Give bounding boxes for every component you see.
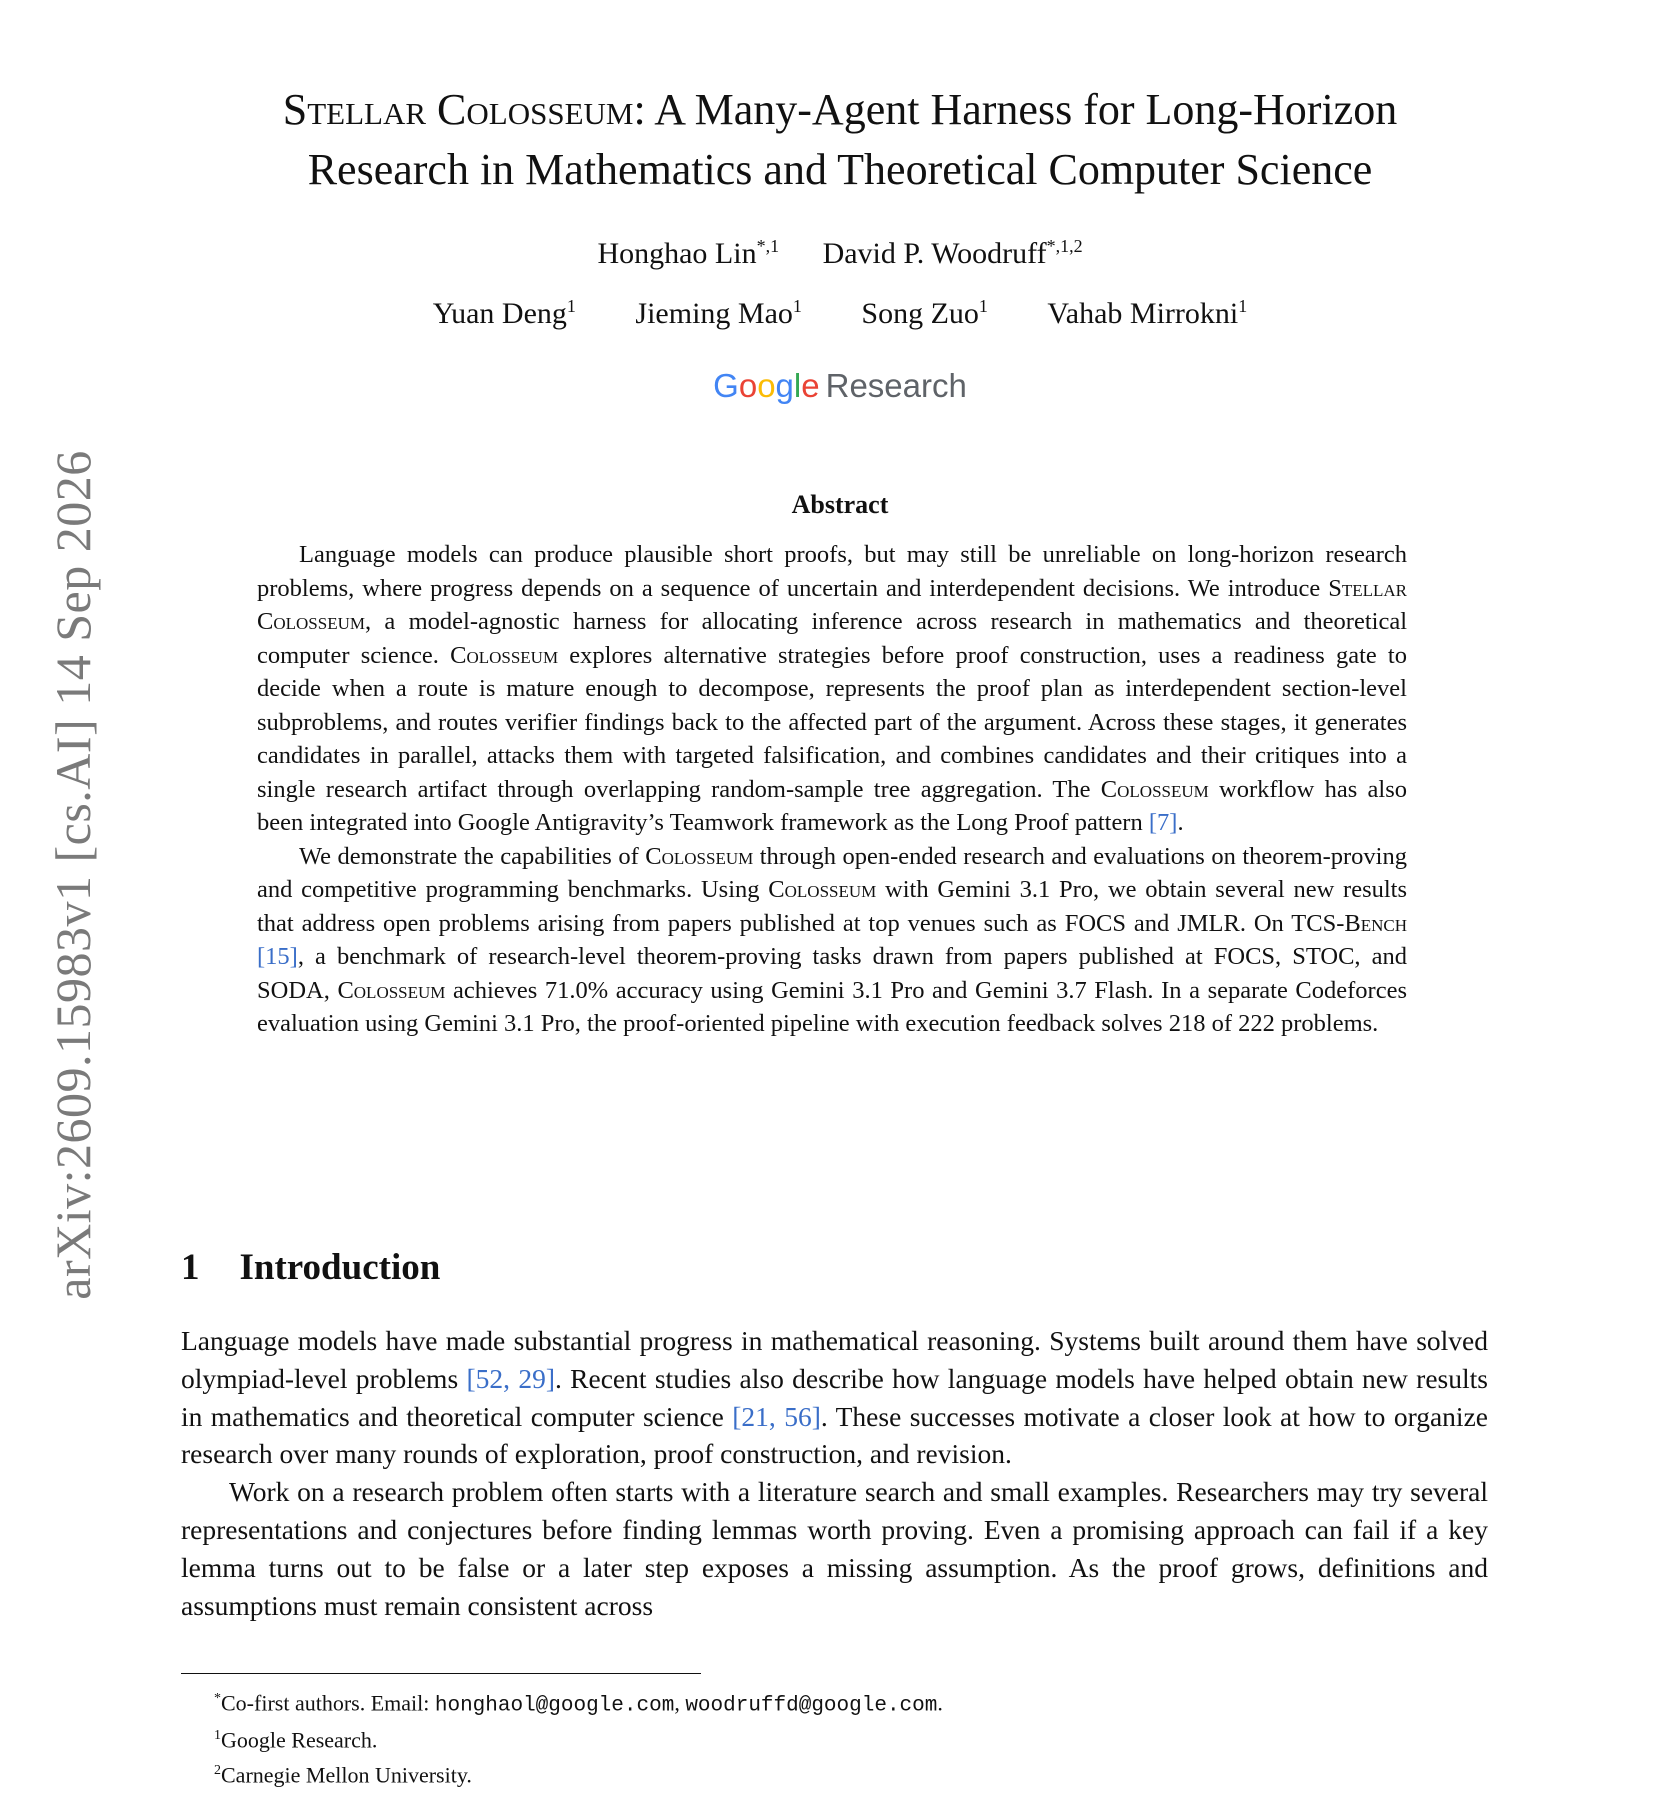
section-number: 1 [181,1247,200,1288]
footnote-3: $^2$Carnegie Mellon University. [214,1761,472,1787]
author-row-1 [140,236,1540,271]
citation-link[interactable]: [7] [1148,809,1178,836]
intro-paragraph-2: Work on a research problem often starts with a literature search and small examples. Researchers may try several representations and conjectures before finding lemmas worth proving. Even a promising approach can fail if a key lemma turns out to be false or a later step exposes a missing assumption. As the proof grows, definitions and assumptions must remain consistent across [181,1476,1488,1621]
paper-title [140,80,1540,200]
footnotes [214,1684,1514,1790]
section-title: Introduction [239,1247,441,1288]
section-heading-introduction [181,1246,440,1289]
email-link[interactable]: woodruffd@google.com [685,1694,938,1718]
citation-link[interactable]: [15] [257,943,298,970]
title-line-1 [140,80,1540,140]
title-line-1-rest: : A Many-Agent Harness for Long-Horizon [633,85,1398,134]
title-system-name: Stellar Colosseum [282,85,634,134]
author: Song Zuo$^1$ [861,296,988,330]
author-row-2 [140,296,1540,331]
author: Jieming Mao$^1$ [635,296,802,330]
citation-link[interactable]: [52, 29] [466,1362,555,1394]
footnote-1: *Co-first authors. Email: honghaol@google.com, woodruffd@google.com. [214,1690,943,1718]
footnote-rule [181,1673,701,1674]
arxiv-identifier: arXiv:2609.15983v1 [cs.AI] 14 Sep 2026 [45,450,101,1300]
author: Yuan Deng$^1$ [432,296,576,330]
intro-paragraph-1: Language models have made substantial progress in mathematical reasoning. Systems built around them have solved olympiad-level problems [52, 29]. Recent studies also describe how language models have helped obtain new results in mathematics and theoretical computer science [21, 56]. These successes motivate a closer look at how to organize research over many rounds of exploration, proof construction, and revision. [181,1325,1488,1470]
footnote-2: $^1$Google Research. [214,1727,378,1753]
email-link[interactable]: honghaol@google.com [434,1694,675,1718]
arxiv-sidenote [45,395,101,1355]
title-line-2: Research in Mathematics and Theoretical Computer Science [307,145,1373,194]
abstract-paragraph-1: Language models can produce plausible short proofs, but may still be unreliable on long-horizon research problems, where progress depends on a sequence of uncertain and interdependent decisions. We introduce Stellar Colosseum, a model-agnostic harness for allocating inference across research in mathematics and theoretical computer science. Colosseum explores alternative strategies before proof construction, uses a readiness gate to decide when a route is mature enough to decompose, represents the proof plan as interdependent section-level subproblems, and routes verifier findings back to the affected part of the argument. Across these stages, it generates candidates in parallel, attacks them with targeted falsification, and combines candidates and their critiques into a single research artifact through overlapping random-sample tree aggregation. The Colosseum workflow has also been integrated into Google Antigravity’s Teamwork framework as the Long Proof pattern [7]. [257,541,1407,836]
author: Vahab Mirrokni$^1$ [1047,296,1248,330]
abstract-heading: Abstract [791,490,889,519]
citation-link[interactable]: [21, 56] [732,1400,821,1432]
google-research-logo: Google Research [713,367,967,404]
abstract-paragraph-2: We demonstrate the capabilities of Colosseum through open-ended research and evaluations on theorem-proving and competitive programming benchmarks. Using Colosseum with Gemini 3.1 Pro, we obtain several new results that address open problems arising from papers published at top venues such as FOCS and JMLR. On TCS-Bench [15], a benchmark of research-level theorem-proving tasks drawn from papers published at FOCS, STOC, and SODA, Colosseum achieves 71.0% accuracy using Gemini 3.1 Pro and Gemini 3.7 Flash. In a separate Codeforces evaluation using Gemini 3.1 Pro, the proof-oriented pipeline with execution feedback solves 218 of 222 problems. [257,842,1407,1037]
author: David P. Woodruff$^{*,1,2}$ [822,236,1083,270]
introduction-body [181,1322,1488,1624]
author: Honghao Lin$^{*,1}$ [597,236,780,270]
abstract-body [257,538,1407,1041]
